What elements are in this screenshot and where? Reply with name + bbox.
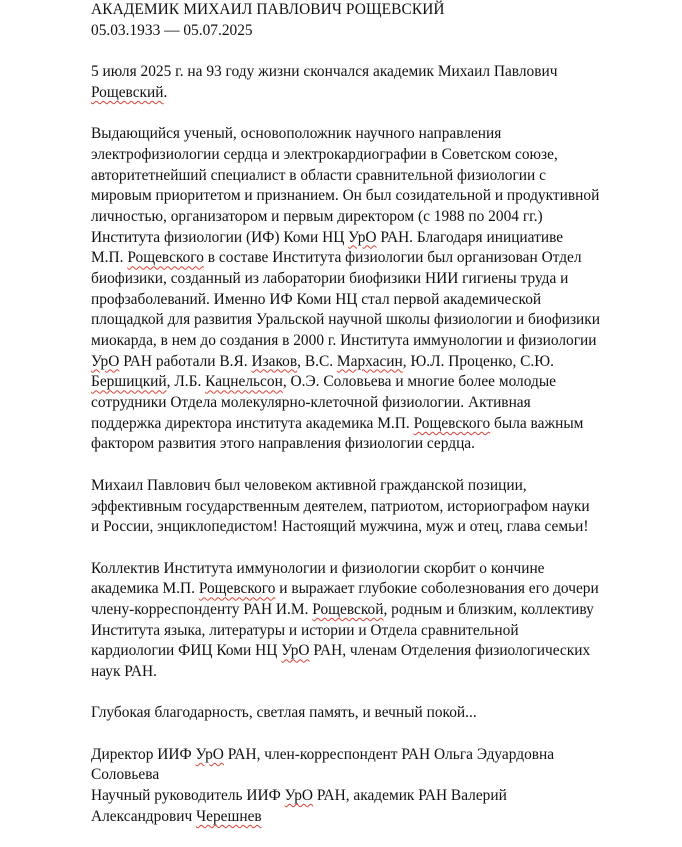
text-run: фактором развития этого направления физиологии сердца.	[91, 435, 475, 453]
text-run: электрофизиологии сердца и электрокардиографии в Советском союзе,	[91, 145, 558, 163]
paragraph-spacer	[91, 724, 666, 745]
text-line	[91, 621, 666, 642]
paragraph-spacer	[91, 538, 666, 559]
spellcheck-flagged-word: Рощевского	[413, 414, 491, 432]
text-run: члену-корреспонденту РАН И.М.	[91, 600, 313, 618]
paragraph	[91, 745, 666, 828]
text-line	[91, 269, 666, 290]
text-run: мировым приоритетом и признанием. Он был созидательной и продуктивной	[91, 187, 600, 205]
heading-dates: 05.03.1933 — 05.07.2025	[91, 21, 253, 39]
spellcheck-flagged-word: УрО	[281, 642, 310, 660]
text-run: академика М.П.	[91, 580, 199, 598]
text-line	[91, 641, 666, 662]
paragraph-spacer	[91, 103, 666, 124]
text-run: М.П.	[91, 249, 128, 267]
text-run: , В.С.	[297, 352, 337, 370]
spellcheck-flagged-word: Черешнев	[196, 807, 262, 825]
text-run: .	[163, 83, 168, 101]
text-line	[91, 579, 666, 600]
text-line	[91, 145, 666, 166]
text-line	[91, 434, 666, 455]
spellcheck-flagged-word: УрО	[91, 352, 120, 370]
text-run: эффективным государственным деятелем, патриотом, историографом науки	[91, 497, 590, 515]
text-line	[91, 372, 666, 393]
document-body	[91, 41, 666, 827]
paragraph	[91, 559, 666, 683]
paragraph	[91, 124, 666, 455]
spellcheck-flagged-word: УрО	[348, 228, 377, 246]
text-run: Михаил Павлович был человеком активной гражданской позиции,	[91, 476, 527, 494]
spellcheck-flagged-word: Мархасин	[336, 352, 403, 370]
text-line	[91, 228, 666, 249]
paragraph	[91, 62, 666, 103]
text-run: личностью, организатором и первым директором (с 1988 по 2004 гг.)	[91, 207, 543, 225]
text-line	[91, 124, 666, 145]
paragraph	[91, 703, 666, 724]
text-run: Глубокая благодарность, светлая память, и вечный покой...	[91, 704, 477, 722]
text-run: 5 июля 2025 г. на 93 году жизни скончался академик Михаил Павлович	[91, 63, 558, 81]
text-line	[91, 352, 666, 373]
text-line	[91, 62, 666, 83]
text-line	[91, 83, 666, 104]
text-line	[91, 745, 666, 766]
text-run: , Л.Б.	[166, 373, 206, 391]
spellcheck-flagged-word: УрО	[284, 787, 314, 805]
text-run: Александрович	[91, 807, 197, 825]
text-run: была важным	[490, 414, 584, 432]
text-line	[91, 662, 666, 683]
text-line	[91, 517, 666, 538]
text-line	[91, 497, 666, 518]
text-run: поддержка директора института академика М.П.	[91, 414, 414, 432]
paragraph-spacer	[91, 455, 666, 476]
text-run: РАН. Благодаря инициативе	[376, 228, 564, 246]
text-run: авторитетнейший специалист в области сравнительной физиологии с	[91, 166, 546, 184]
text-line	[91, 248, 666, 269]
text-run: Директор ИИФ	[91, 745, 196, 763]
text-run: Научный руководитель ИИФ	[91, 787, 285, 805]
text-line	[91, 186, 666, 207]
text-line	[91, 393, 666, 414]
text-run: биофизики, созданный из лаборатории биофизики НИИ гигиены труда и	[91, 269, 569, 287]
text-line	[91, 331, 666, 352]
text-run: наук РАН.	[91, 663, 157, 680]
text-run: , О.Э. Соловьева и многие более молодые	[282, 373, 556, 391]
text-run: Института языка, литературы и истории и Отдела сравнительной	[91, 621, 519, 639]
text-run: площадкой для развития Уральской научной школы физиологии и биофизики	[91, 311, 601, 329]
text-line	[91, 765, 666, 786]
document-page	[91, 0, 666, 828]
text-run: РАН, член-корреспондент РАН Ольга Эдуардовна	[223, 745, 555, 763]
paragraph-spacer	[91, 41, 666, 62]
text-run: сотрудники Отдела молекулярно-клеточной физиологии. Активная	[91, 394, 531, 412]
text-run: Коллектив Института иммунологии и физиологии скорбит о кончине	[91, 559, 545, 577]
spellcheck-flagged-word: Рощевского	[127, 249, 204, 267]
text-line	[91, 166, 666, 187]
heading-name: АКАДЕМИК МИХАИЛ ПАВЛОВИЧ РОЩЕВСКИЙ	[91, 1, 445, 18]
text-line	[91, 600, 666, 621]
text-run: профзаболеваний. Именно ИФ Коми НЦ стал первой академической	[91, 290, 542, 308]
spellcheck-flagged-word: Бершицкий	[91, 373, 167, 391]
spellcheck-flagged-word: Рощевский	[91, 83, 164, 101]
text-line	[91, 703, 666, 724]
text-line	[91, 786, 666, 807]
text-run: в составе Института физиологии был организован Отдел	[203, 249, 582, 267]
spellcheck-flagged-word: УрО	[195, 745, 224, 763]
text-run: Выдающийся ученый, основоположник научного направления	[91, 125, 502, 143]
spellcheck-flagged-word: Рощевского	[198, 580, 276, 598]
spellcheck-flagged-word: Кацнельсон	[205, 373, 283, 391]
text-line	[91, 310, 666, 331]
text-run: и выражает глубокие соболезнования его дочери	[275, 580, 599, 598]
text-line	[91, 559, 666, 580]
spellcheck-flagged-word: Изаков	[251, 352, 298, 370]
spellcheck-flagged-word: Рощевской	[312, 600, 384, 618]
text-line	[91, 414, 666, 435]
text-run: миокарда, в нем до создания в 2000 г. Института иммунологии и физиологии	[91, 332, 597, 349]
text-run: и России, энциклопедистом! Настоящий мужчина, муж и отец, глава семьи!	[91, 518, 589, 536]
text-run: РАН работали В.Я.	[119, 352, 252, 370]
text-run: РАН, академик РАН Валерий	[313, 787, 507, 805]
text-run: кардиологии ФИЦ Коми НЦ	[91, 642, 282, 660]
text-line	[91, 476, 666, 497]
text-run: , Ю.Л. Проценко, С.Ю.	[402, 352, 554, 370]
text-run: Соловьева	[91, 766, 160, 784]
text-run: Института физиологии (ИФ) Коми НЦ	[91, 228, 349, 246]
text-line	[91, 807, 666, 828]
text-line	[91, 290, 666, 311]
text-line	[91, 207, 666, 228]
text-run: РАН, членам Отделения физиологических	[309, 642, 591, 660]
text-run: , родным и близким, коллективу	[383, 600, 594, 618]
paragraph-spacer	[91, 683, 666, 704]
paragraph	[91, 476, 666, 538]
